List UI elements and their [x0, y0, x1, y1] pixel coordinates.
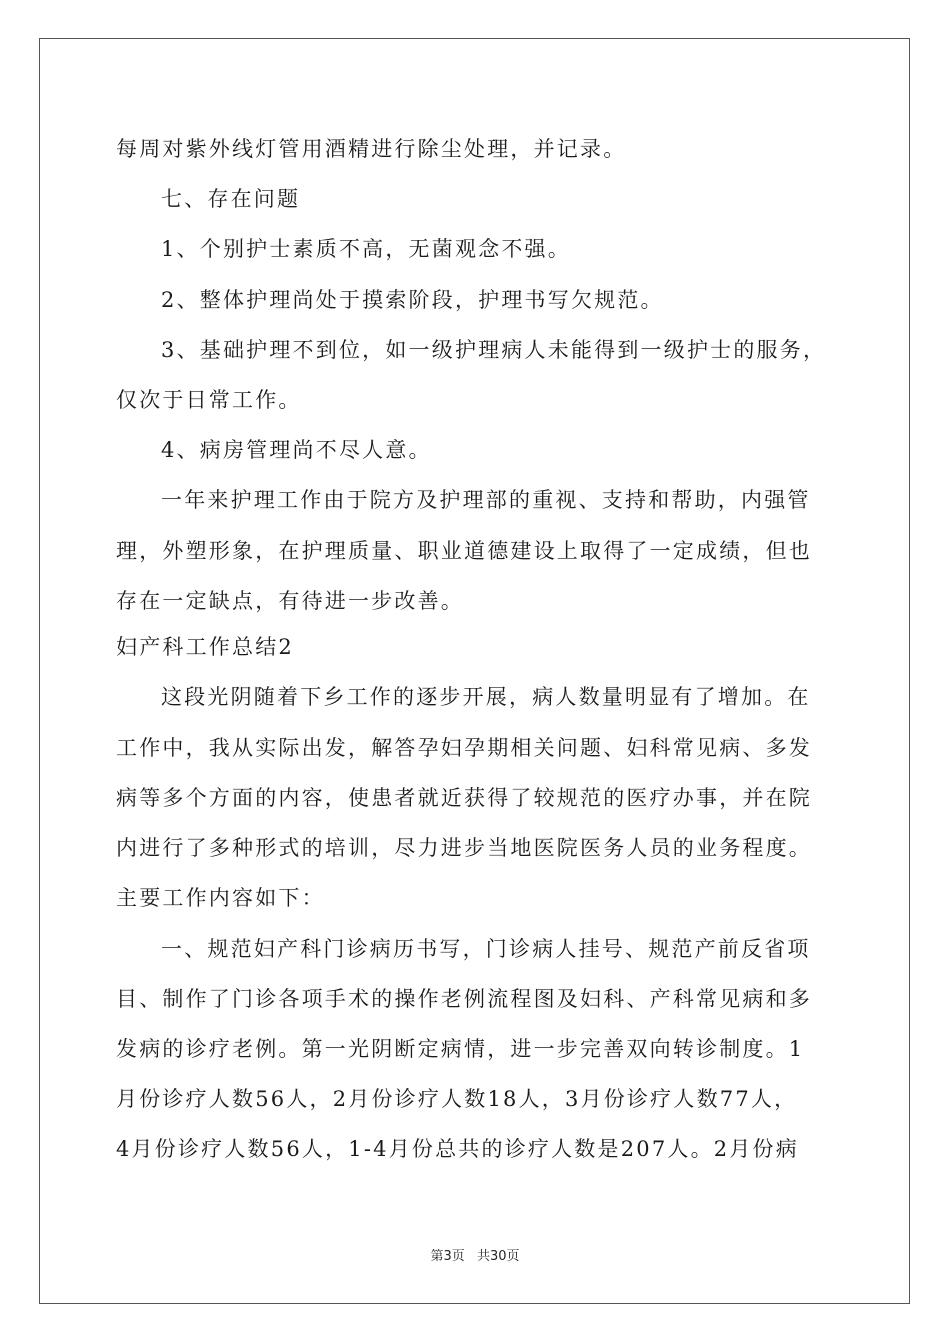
body-line-14: 病等多个方面的内容，使患者就近获得了较规范的医疗办事，并在院 [116, 786, 812, 810]
page-border [39, 38, 910, 1304]
body-line-20: 月份诊疗人数56人，2月份诊疗人数18人，3月份诊疗人数77人， [116, 1087, 798, 1111]
body-line-17: 一、规范妇产科门诊病历书写，门诊病人挂号、规范产前反省项 [161, 937, 811, 961]
body-line-6: 仅次于日常工作。 [116, 388, 302, 412]
body-line-4: 2、整体护理尚处于摸索阶段，护理书写欠规范。 [161, 288, 664, 312]
body-line-10: 存在一定缺点，有待进一步改善。 [116, 589, 464, 613]
body-line-21: 4月份诊疗人数56人，1-4月份总共的诊疗人数是207人。2月份病 [116, 1137, 799, 1161]
body-line-16: 主要工作内容如下： [116, 886, 325, 910]
body-line-9: 理，外塑形象，在护理质量、职业道德建设上取得了一定成绩，但也 [116, 539, 812, 563]
page-total: 共30页 [476, 1249, 520, 1264]
body-line-18: 目、制作了门诊各项手术的操作老例流程图及妇科、产科常见病和多 [116, 987, 812, 1011]
body-line-13: 工作中，我从实际出发，解答孕妇孕期相关问题、妇科常见病、多发 [116, 736, 812, 760]
body-line-19: 发病的诊疗老例。第一光阴断定病情，进一步完善双向转诊制度。1 [116, 1037, 805, 1061]
page-footer [0, 1248, 950, 1266]
body-line-1: 每周对紫外线灯管用酒精进行除尘处理，并记录。 [116, 137, 627, 161]
section-title-summary-2: 妇产科工作总结2 [116, 635, 294, 659]
body-line-5: 3、基础护理不到位，如一级护理病人未能得到一级护士的服务， [161, 338, 827, 362]
body-line-7: 4、病房管理尚不尽人意。 [161, 438, 432, 462]
body-line-3: 1、个别护士素质不高，无菌观念不强。 [161, 237, 571, 261]
section-heading-problems: 七、存在问题 [161, 187, 301, 211]
page-number: 第3页 [430, 1249, 465, 1264]
body-line-8: 一年来护理工作由于院方及护理部的重视、支持和帮助，内强管 [161, 488, 811, 512]
body-line-15: 内进行了多种形式的培训，尽力进步当地医院医务人员的业务程度。 [116, 836, 812, 860]
body-line-12: 这段光阴随着下乡工作的逐步开展，病人数量明显有了增加。在 [161, 685, 811, 709]
